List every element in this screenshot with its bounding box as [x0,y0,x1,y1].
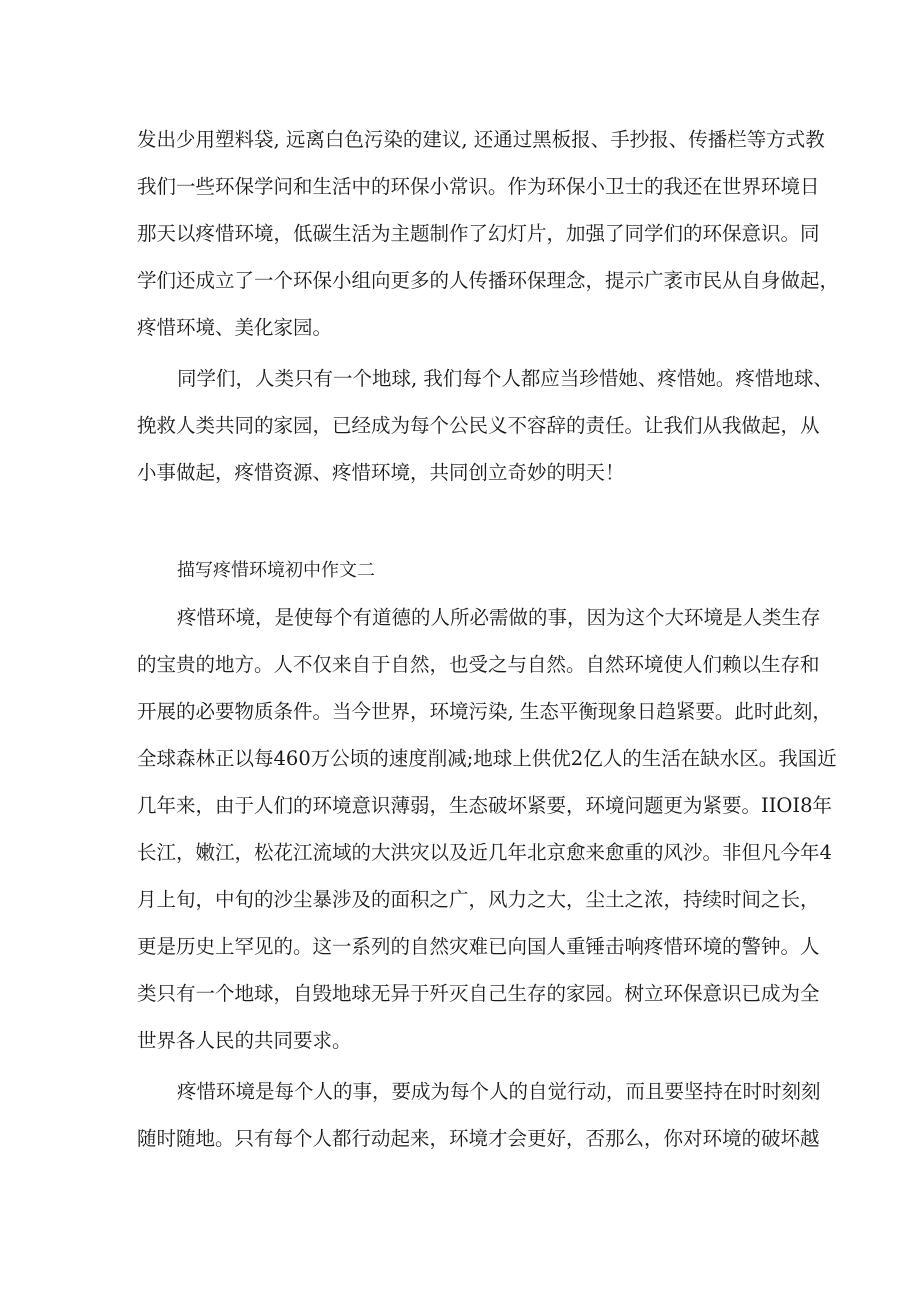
paragraph-line: 的宝贵的地方。人不仅来自于自然，也受之与自然。自然环境使人们赖以生存和 [137,653,820,676]
paragraph-line: 月上旬，中旬的沙尘暴涉及的面积之广，风力之大，尘土之浓，持续时间之长， [137,888,820,911]
paragraph-line: 疼惜环境、美化家园。 [137,316,333,339]
paragraph-line: 更是历史上罕见的。这一系列的自然灾难已向国人重锤击响疼惜环境的警钟。人 [137,935,820,958]
paragraph-line: 疼惜环境，是使每个有道德的人所必需做的事，因为这个大环境是人类生存 [177,606,821,629]
paragraph-line: 那天以疼惜环境，低碳生活为主题制作了幻灯片，加强了同学们的环保意识。同 [137,222,820,245]
section-heading: 描写疼惜环境初中作文二 [177,560,375,581]
paragraph-line: 开展的必要物质条件。当今世界，环境污染, 生态平衡现象日趋紧要。此时此刻， [137,700,832,723]
paragraph-line: 我们一些环保学问和生活中的环保小常识。作为环保小卫士的我还在世界环境日 [137,175,820,198]
paragraph-line: 类只有一个地球，自毁地球无异于歼灭自己生存的家园。树立环保意识已成为全 [137,982,820,1005]
paragraph-line: 几年来，由于人们的环境意识薄弱，生态破坏紧要，环境问题更为紧要。IIOI8年 [137,794,833,817]
paragraph-line: 长江，嫩江，松花江流域的大洪灾以及近几年北京愈来愈重的风沙。非但凡今年4 [137,841,832,864]
paragraph-line: 同学们，人类只有一个地球, 我们每个人都应当珍惜她、疼惜她。疼惜地球、 [177,367,833,390]
paragraph-line: 发出少用塑料袋, 远离白色污染的建议, 还通过黑板报、手抄报、传播栏等方式教 [137,128,825,151]
paragraph-line: 全球森林正以每460万公顷的速度削减;地球上供优2亿人的生活在缺水区。我国近 [137,747,837,770]
paragraph-line: 疼惜环境是每个人的事，要成为每个人的自觉行动，而且要坚持在时时刻刻 [177,1080,821,1103]
paragraph-line: 学们还成立了一个环保小组向更多的人传播环保理念，提示广袤市民从自身做起， [137,269,840,292]
paragraph-line: 小事做起，疼惜资源、疼惜环境，共同创立奇妙的明天！ [137,461,625,484]
paragraph-line: 随时随地。只有每个人都行动起来，环境才会更好，否那么，你对环境的破坏越 [137,1127,820,1150]
paragraph-line: 世界各人民的共同要求。 [137,1029,352,1052]
paragraph-line: 挽救人类共同的家园，已经成为每个公民义不容辞的责任。让我们从我做起，从 [137,414,820,437]
